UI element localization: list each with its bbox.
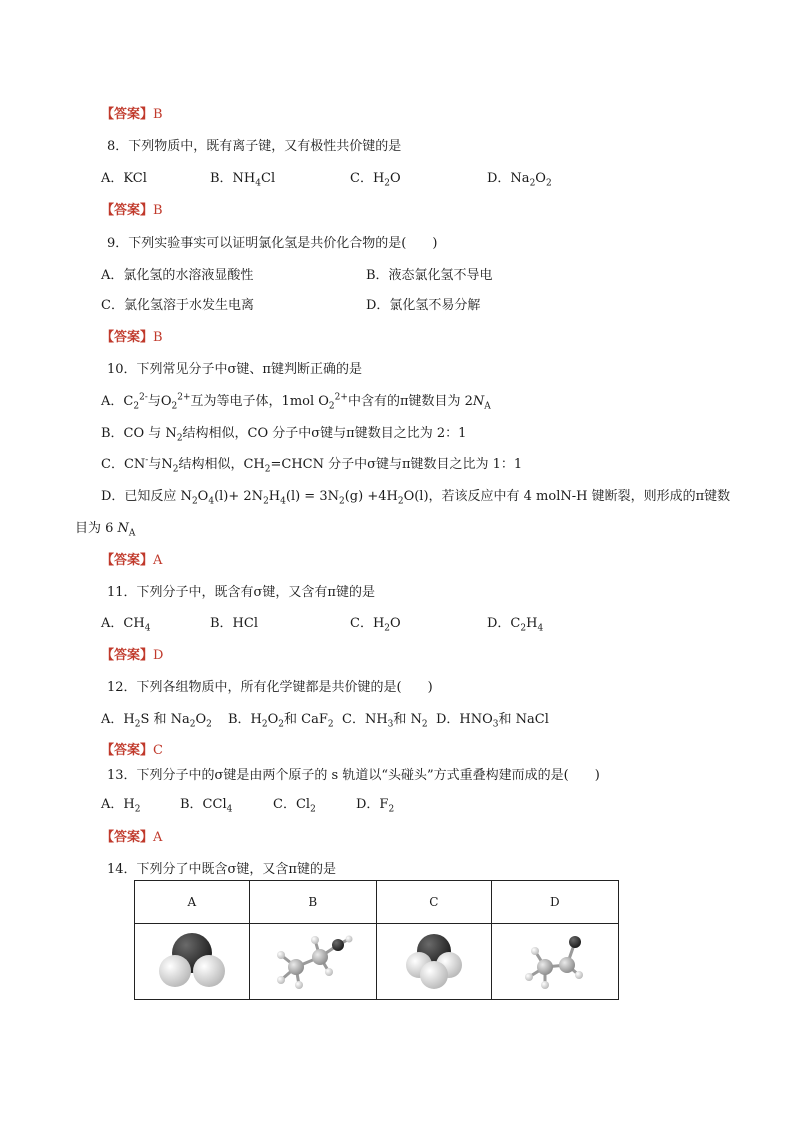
answer-label: 【答案】	[101, 107, 154, 122]
ethanol-ball-stick-model	[263, 925, 363, 995]
question-9-stem: 9．下列实验事实可以证明氯化氢是共价化合物的是( )	[107, 236, 438, 251]
option-d: D．$Na_2O_2$	[487, 171, 552, 189]
answer-8: 【答案】B	[101, 203, 163, 218]
table-header-c: C	[376, 881, 491, 924]
molecule-table	[134, 880, 619, 1000]
question-11-stem: 11．下列分子中，既含有σ键，又含有π键的是	[107, 585, 375, 600]
question-10-stem: 10．下列常见分子中σ键、π键判断正确的是	[107, 362, 362, 377]
option-d-continued: 目为 6 $N_A$	[75, 521, 136, 539]
option-c: C．$H_2O$	[350, 616, 401, 634]
table-header-d: D	[491, 881, 618, 924]
option-c: C．$NH_3$和 $N_2$	[342, 712, 428, 730]
table-header-a: A	[135, 881, 250, 924]
option-b: B．HCl	[210, 616, 258, 631]
option-d: D．$F_2$	[356, 797, 395, 815]
answer-12: 【答案】C	[101, 743, 163, 758]
option-a: A．$H_2S$ 和 $Na_2O_2$	[101, 712, 212, 730]
answer-13: 【答案】A	[101, 830, 163, 845]
molecule-cell-b	[249, 924, 376, 1000]
option-b: B．CO 与 $N_2$结构相似，CO 分子中σ键与π键数目之比为 2：1	[101, 426, 467, 444]
option-b: B．液态氯化氢不导电	[366, 268, 493, 283]
option-d: D．$C_2H_4$	[487, 616, 544, 634]
option-a: A．$C_2^{2-}$与$O_2^{2+}$互为等电子体，1mol $O_2^{2+}$中含有的π键数目为 $2N_A$	[101, 392, 491, 412]
question-8-stem: 8．下列物质中，既有离子键，又有极性共价键的是	[107, 139, 402, 154]
option-a: A．$CH_4$	[101, 616, 151, 634]
acetaldehyde-ball-stick-model	[505, 925, 605, 995]
option-b: B．$H_2O_2$和 CaF$_2$	[228, 712, 334, 730]
option-b: B．$NH_4Cl$	[210, 171, 276, 189]
answer-7	[101, 103, 163, 122]
option-a: A．$H_2$	[101, 797, 141, 815]
answer-9: 【答案】B	[101, 330, 163, 345]
option-d: D．氯化氢不易分解	[366, 298, 481, 313]
option-d: D．已知反应 $N_2O_4(l)+ 2N_2H_4(l) = 3N_2(g) +4H_2O(l)$，若该反应中有 4 molN-H 键断裂，则形成的π键数	[101, 489, 731, 507]
option-b: B．CCl$_4$	[180, 797, 233, 815]
water-spacefill-model	[147, 925, 237, 995]
ammonia-spacefill-model	[389, 925, 479, 995]
option-c: C．$Cl_2$	[273, 797, 316, 815]
option-c: C．氯化氢溶于水发生电离	[101, 298, 254, 313]
answer-11: 【答案】D	[101, 648, 164, 663]
question-13-stem: 13．下列分子中的σ键是由两个原子的 s 轨道以“头碰头”方式重叠构建而成的是( )	[107, 768, 600, 783]
option-c: C．$H_2O$	[350, 171, 401, 189]
molecule-cell-c	[376, 924, 491, 1000]
option-a: A．KCl	[101, 171, 147, 186]
answer-value: B	[153, 107, 163, 122]
option-c: C．CN-与$N_2$结构相似，$CH_2=CHCN$ 分子中σ键与π键数目之比为 1：1	[101, 455, 523, 475]
question-14-stem: 14．下列分了中既含σ键，又含π键的是	[107, 862, 336, 877]
molecule-cell-d	[491, 924, 618, 1000]
molecule-cell-a	[135, 924, 250, 1000]
option-d: D．$HNO_3$和 NaCl	[436, 712, 549, 730]
question-12-stem: 12．下列各组物质中，所有化学键都是共价键的是( )	[107, 680, 433, 695]
answer-10: 【答案】A	[101, 553, 163, 568]
option-a: A．氯化氢的水溶液显酸性	[101, 268, 254, 283]
table-header-b: B	[249, 881, 376, 924]
